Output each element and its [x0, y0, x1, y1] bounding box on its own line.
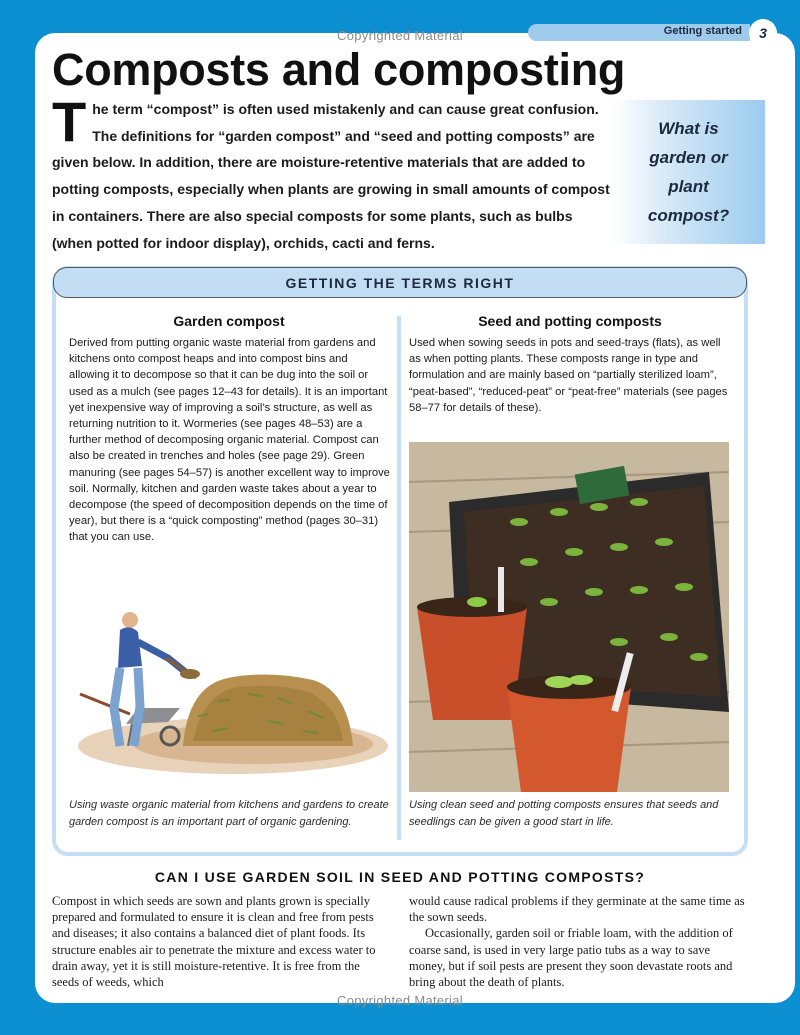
seedlings-tray-photo: [409, 442, 729, 792]
watermark-bottom: Copyrighted Material: [337, 993, 463, 1008]
page-number: 3: [749, 19, 777, 47]
page-title: Composts and composting: [52, 44, 626, 95]
garden-compost-body: Derived from putting organic waste material from gardens and kitchens onto compost heaps and into compost bins and allowing it to decompose so that it can be dug into the soil or used as a mulch (see pages 12–43 for details). It is an important yet inexpensive way of improving a soil’s structure, as well as returning nutrition to it. Wormeries (see pages 48–53) are a further method of decomposing organic material. Compost can also be created in trenches and holes (see page 29). Green manuring (see pages 54–57) is another excellent way to improve soil. Normally, kitchen and garden waste takes about a year to decompose (the speed of decomposition depends on the time of year), but there is a “quick composting” method (pages 30–31) that you can use.: [69, 337, 390, 544]
question-column-2: [409, 893, 747, 990]
seed-compost-body: Used when sowing seeds in pots and seed-trays (flats), as well as when potting plants. These composts range in type and formulation and are mainly based on “partially sterilized loam”, “peat-based”, “reduced-peat” or “peat-free” materials (see pages 58–77 for details of these).: [409, 337, 728, 414]
question-heading: CAN I USE GARDEN SOIL IN SEED AND POTTING COMPOSTS?: [154, 869, 646, 885]
seed-compost-title: Seed and potting composts: [478, 313, 662, 329]
drop-cap: T: [52, 90, 87, 153]
intro-paragraph: [52, 90, 612, 256]
column-divider: [397, 316, 401, 840]
side-question-box: [612, 100, 765, 244]
question-paragraph-3: Occasionally, garden soil or friable loam, with the addition of coarse sand, is used in very large patio tubs as a way to save money, but if soil pests are present they soon devastate roots and bring about the death of plants.: [409, 926, 733, 990]
garden-caption: Using waste organic material from kitchens and gardens to create garden compost is an important part of organic gardening.: [69, 799, 389, 828]
seed-caption: Using clean seed and potting composts ensures that seeds and seedlings can be given a good start in life.: [409, 799, 719, 828]
question-paragraph-1: Compost in which seeds are sown and plants grown is specially prepared and formulated to ensure it is clean and free from pests and diseases; it also contains a balanced diet of plant foods. Its structure enables air to penetrate the mixture and excess water to drain away, yet it is still moisture-retentive. It is free from the seeds of weeds, which: [52, 894, 376, 990]
question-paragraph-2: would cause radical problems if they germinate at the same time as the sown seeds.: [409, 894, 745, 925]
garden-compost-title: Garden compost: [173, 313, 285, 329]
side-question: What is garden or plant compost?: [647, 119, 730, 225]
question-column-1: [52, 893, 386, 990]
watermark-top: Copyrighted Material: [337, 28, 463, 43]
gardener-compost-illustration: [68, 596, 388, 786]
section-label: Getting started: [663, 25, 742, 37]
intro-text: he term “compost” is often used mistakenly and can cause great confusion. The definitions for “garden compost” and “seed and potting composts” are given below. In addition, there are moisture-retentive materials that are added to potting composts, especially when plants are growing in small amounts of compost in containers. There are also special composts for some plants, such as bulbs (when potted for indoor display), orchids, cacti and ferns.: [52, 101, 610, 251]
terms-heading: GETTING THE TERMS RIGHT: [53, 267, 747, 298]
